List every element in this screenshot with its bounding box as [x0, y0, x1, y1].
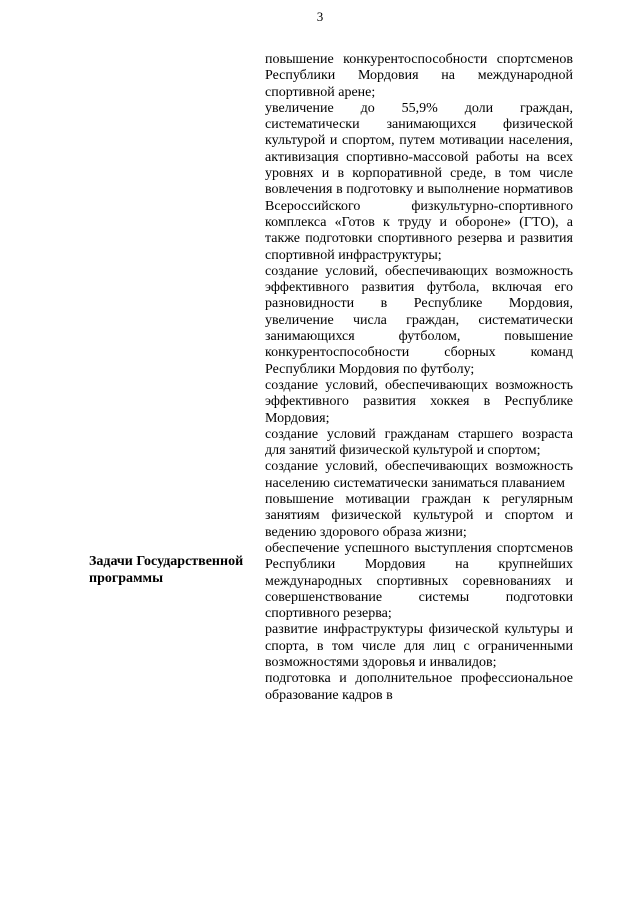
task-item: развитие инфраструктуры физической культуры и спорта, в том числе для лиц с ограниченными возможностями здоровья и инвалидов; — [265, 622, 573, 670]
goal-item: увеличение до 55,9% доли граждан, систематически занимающихся физической культурой и спортом, путем мотивации населения, активизация спортивно-массовой работы на всех уровнях и в корпоративной среде, в том числе вовлечения в подготовку и выполнение нормативов Всероссийского физкультурно-спортивного комплекса «Готов к труду и обороне» (ГТО), а также подготовки спортивного резерва и развития спортивной инфраструктуры; — [265, 100, 573, 263]
page-number: 3 — [316, 9, 324, 24]
goal-item: создание условий, обеспечивающих возможность населению систематически заниматься плаванием — [265, 459, 573, 491]
task-item: обеспечение успешного выступления спортсменов Республики Мордовия на крупнейших международных спортивных соревнованиях и совершенствование системы подготовки спортивного резерва; — [265, 540, 573, 622]
goals-text-column — [265, 52, 573, 704]
goal-item: создание условий, обеспечивающих возможность эффективного развития хоккея в Республике Мордовия; — [265, 377, 573, 426]
goal-item: создание условий, обеспечивающих возможность эффективного развития футбола, включая его разновидности в Республике Мордовия, увеличение числа граждан, систематически занимающихся футболом, повышение конкурентоспособности сборных команд Республики Мордовия по футболу; — [265, 263, 573, 377]
section-label-tasks: Задачи Государственной программы — [89, 554, 244, 586]
task-item: подготовка и дополнительное профессиональное образование кадров в — [265, 671, 573, 703]
goal-item: создание условий гражданам старшего возраста для занятий физической культурой и спортом; — [265, 426, 573, 459]
goal-item: повышение конкурентоспособности спортсменов Республики Мордовия на международной спортивной арене; — [265, 52, 573, 100]
task-item: повышение мотивации граждан к регулярным занятиям физической культурой и спортом и ведению здорового образа жизни; — [265, 492, 573, 540]
